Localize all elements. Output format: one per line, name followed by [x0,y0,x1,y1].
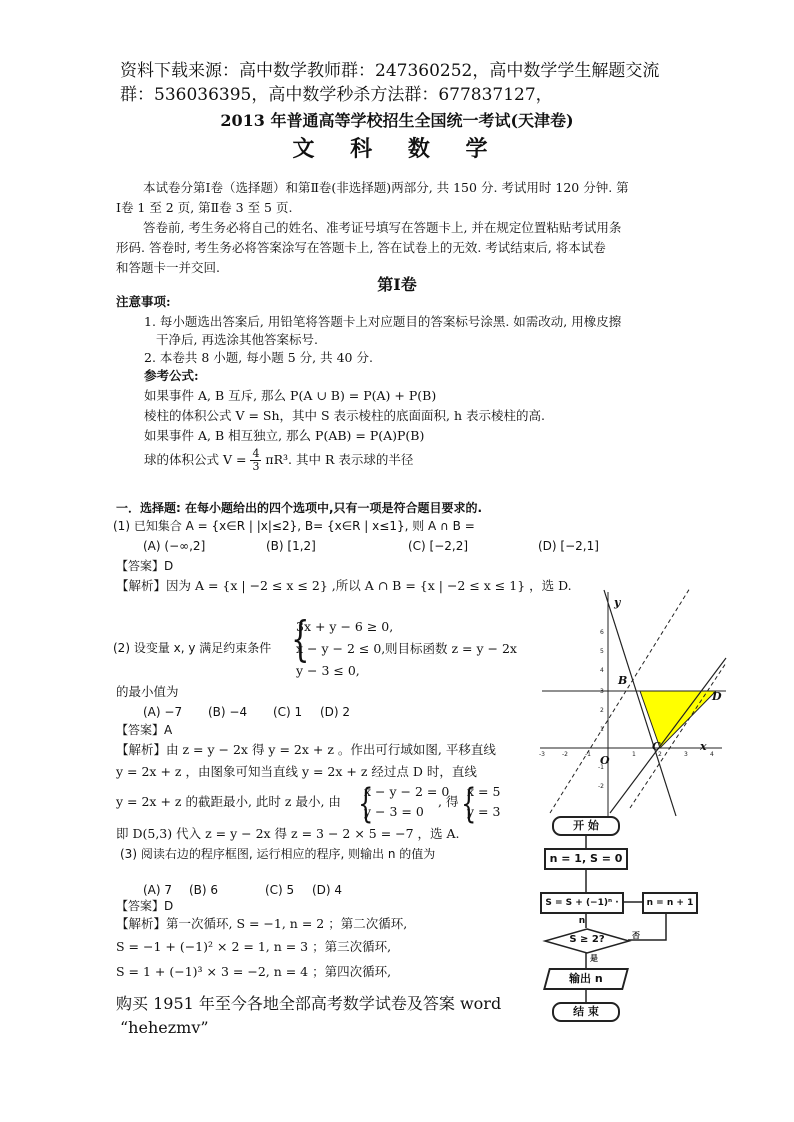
x-tick-1: 1 [632,751,636,758]
q3-opt-b: (B) 6 [189,883,219,897]
subject-title: 文 科 数 学 [292,136,502,162]
q2-constraint-1: 3x + y − 6 ≥ 0, [296,619,394,634]
y-tick-4: 4 [600,667,604,674]
q3-analysis-2: S = −1 + (−1)² × 2 = 1, n = 3 ；第三次循环, [116,939,392,954]
header-line1: 资料下载来源：高中数学教师群：247360252，高中数学学生解题交流 [120,61,660,81]
label-x: x [700,740,707,753]
ref-heading: 参考公式: [144,368,199,383]
flow-yes-label: 是 [590,954,598,963]
q3-opt-a: (A) 7 [143,883,173,897]
intro-p1b: Ⅰ卷 1 至 2 页, 第Ⅱ卷 3 至 5 页. [116,200,293,215]
formula-4 [144,448,413,473]
flow-init: n = 1, S = 0 [544,848,628,870]
flow-start: 开 始 [552,816,620,836]
q2-brace: { [291,611,310,667]
q2-opt-d: (D) 2 [320,705,351,719]
part1-title: 第Ⅰ卷 [377,275,417,294]
q2-analysis-1: 【解析】由 z = y − 2x 得 y = 2x + z 。作出可行域如图, 平移直线 [116,742,496,757]
dashed-line-b [630,663,726,808]
exam-title: 2013 年普通高等学校招生全国统一考试(天津卷) [220,111,574,130]
q2-system-brace: { [358,781,374,827]
flow-condition: S ≥ 2? [569,934,605,945]
flow-increment: n = n + 1 [642,892,698,914]
footer-line1: 购买 1951 年至今各地全部高考数学试卷及答案 word [116,994,502,1013]
flow-output-label: 输出 n [569,972,603,985]
footer-line2: “hehezmv” [120,1018,209,1037]
formula-2: 棱柱的体积公式 V = Sh，其中 S 表示棱柱的底面面积, h 表示棱柱的高. [144,408,545,423]
q1-opt-c: (C) [−2,2] [408,539,469,553]
intro-p2b: 形码. 答卷时, 考生务必将答案涂写在答题卡上, 答在试卷上的无效. 考试结束后, 将本试卷 [116,240,606,255]
label-c: C [652,740,661,753]
q1-answer: 【答案】D [116,559,174,573]
y-tick-6: 6 [600,629,604,636]
section1-heading: 一．选择题: 在每小题给出的四个选项中,只有一项是符合题目要求的. [116,501,483,515]
q3-stem: (3) 阅读右边的程序框图, 运行相应的程序, 则输出 n 的值为 [120,847,436,861]
x-tick-2: 2 [658,751,662,758]
q2-constraint-2: x − y − 2 ≤ 0, [296,641,386,656]
y-tick-neg1: -1 [598,764,604,771]
formula-4-pre: 球的体积公式 V = [144,452,247,467]
q2-result-brace: { [461,781,477,827]
intro-p1a: 本试卷分第Ⅰ卷（选择题）和第Ⅱ卷(非选择题)两部分, 共 150 分. 考试用时 120 分钟. 第 [143,180,629,195]
q2-stem-post: 则目标函数 z = y − 2x [385,641,517,656]
x-tick-neg1: -1 [585,751,591,758]
q2-result-2: y = 3 [467,804,501,819]
flowchart [536,812,726,1044]
q2-analysis-3 [116,792,341,812]
q2-stem-pre: (2) 设变量 x, y 满足约束条件 [113,641,272,655]
label-o: O [600,754,610,767]
flow-end: 结 束 [552,1002,620,1022]
q2-system-2: y − 3 = 0 [364,804,424,819]
formula-3: 如果事件 A, B 相互独立, 那么 P(AB) = P(A)P(B) [144,428,425,443]
feasible-region-graph [540,588,730,820]
q1-stem: (1) 已知集合 A = {x∈R | |x|≤2}, B= {x∈R | x≤1}, 则 A ∩ B = [113,519,475,533]
q2-constraint-3: y − 3 ≤ 0, [296,663,360,678]
note-2: 2. 本卷共 8 小题, 每小题 5 分, 共 40 分. [144,350,373,365]
q2-analysis-3-mid: , 得 [438,794,459,809]
flow-no-label: 否 [632,931,640,940]
label-d: D [712,690,722,703]
note-1a: 1. 每小题选出答案后, 用铅笔将答题卡上对应题目的答案标号涂黑. 如需改动, 用橡皮擦 [144,314,622,329]
q3-answer: 【答案】D [116,899,174,913]
flow-update: S = S + (−1)ⁿ · n [540,892,624,914]
formula-1: 如果事件 A, B 互斥, 那么 P(A ∪ B) = P(A) + P(B) [144,388,437,403]
y-tick-neg2: -2 [598,783,604,790]
note-1b: 干净后, 再选涂其他答案标号. [156,332,318,347]
q2-opt-b: (B) −4 [208,705,248,719]
q1-opt-a: (A) (−∞,2] [143,539,206,553]
header-line2: 群：536036395，高中数学秒杀方法群：677837127， [120,85,553,105]
q3-opt-d: (D) 4 [312,883,343,897]
y-tick-3: 3 [600,688,604,695]
q3-analysis-3: S = 1 + (−1)³ × 3 = −2, n = 4 ；第四次循环, [116,964,392,979]
x-tick-neg2: -2 [562,751,568,758]
x-tick-neg3: -3 [539,751,545,758]
q2-analysis-4: 即 D(5,3) 代入 z = y − 2x 得 z = 3 − 2 × 5 = −7 ，选 A. [116,826,460,841]
label-b: B [618,674,628,687]
q2-result-1: x = 5 [467,784,501,799]
q2-analysis-3-pre: y = 2x + z 的截距最小, 此时 z 最小, 由 [116,794,341,809]
formula-4-fraction [250,448,261,473]
q1-opt-d: (D) [−2,1] [538,539,599,553]
y-tick-2: 2 [600,707,604,714]
q1-opt-b: (B) [1,2] [266,539,316,553]
y-tick-1: 1 [600,726,604,733]
intro-p2c: 和答题卡一并交回. [116,260,220,275]
q2-answer: 【答案】A [116,723,173,737]
label-y: y [614,596,621,609]
q3-opt-c: (C) 5 [265,883,295,897]
q2-stem-end: 的最小值为 [116,684,179,699]
y-tick-5: 5 [600,648,604,655]
q2-system-1: x − y − 2 = 0 [364,784,450,799]
q3-analysis-1: 【解析】第一次循环, S = −1, n = 2 ；第二次循环, [116,916,408,931]
q1-analysis: 【解析】因为 A = {x | −2 ≤ x ≤ 2} ,所以 A ∩ B = {x | −2 ≤ x ≤ 1} ，选 D. [116,578,572,593]
formula-4-post: πR³. 其中 R 表示球的半径 [265,452,414,467]
notes-heading: 注意事项: [116,294,171,309]
q2-opt-a: (A) −7 [143,705,183,719]
formula-4-den: 3 [252,460,260,473]
flow-output [543,968,629,990]
x-tick-3: 3 [684,751,688,758]
formula-4-num: 4 [252,447,260,460]
x-tick-4: 4 [710,751,714,758]
q2-opt-c: (C) 1 [273,705,303,719]
q2-analysis-2: y = 2x + z ，由图象可知当直线 y = 2x + z 经过点 D 时，直线 [116,764,477,779]
intro-p2a: 答卷前, 考生务必将自己的姓名、准考证号填写在答题卡上, 并在规定位置粘贴考试用条 [143,220,622,235]
